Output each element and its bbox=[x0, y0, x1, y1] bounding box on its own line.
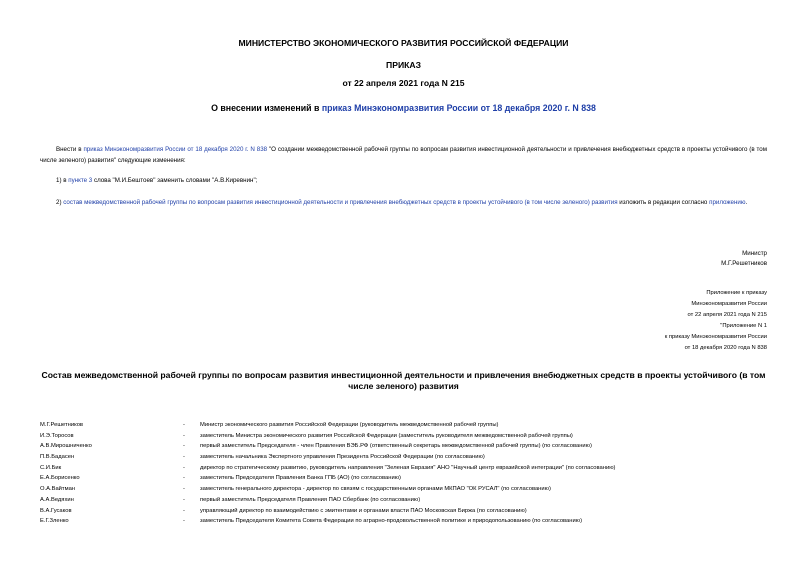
member-dash: - bbox=[183, 464, 185, 471]
member-name: В.А.Гусаков bbox=[40, 507, 72, 514]
item2-prefix: 2) bbox=[56, 199, 64, 206]
member-name: А.А.Ведяхин bbox=[40, 496, 74, 503]
member-row bbox=[40, 484, 767, 495]
ministry-heading: МИНИСТЕРСТВО ЭКОНОМИЧЕСКОГО РАЗВИТИЯ РОССИЙСКОЙ ФЕДЕРАЦИИ bbox=[238, 38, 569, 48]
member-dash: - bbox=[183, 507, 185, 514]
item2-mid: изложить в редакции согласно bbox=[617, 199, 710, 206]
order-title-prefix: О внесении изменений в bbox=[211, 103, 322, 113]
member-row bbox=[40, 506, 767, 517]
appendix-line: Минэкономразвития России bbox=[691, 301, 767, 307]
member-name: П.В.Бадасен bbox=[40, 454, 75, 461]
member-role: первый заместитель Председателя Правления ПАО Сбербанк (по согласованию) bbox=[200, 496, 421, 503]
member-role: директор по стратегическому развитию, руководитель направления "Зеленая Евразия" АНО "Научный центр евразийской интеграции" (по согласованию) bbox=[200, 464, 616, 471]
appendix-line: "Приложение N 1 bbox=[720, 323, 767, 329]
paragraph-item-1 bbox=[40, 175, 767, 186]
member-row bbox=[40, 495, 767, 506]
member-role: заместитель генерального директора - директор по связям с государственными органами МКПАО "ОК РУСАЛ" (по согласованию) bbox=[200, 486, 551, 493]
member-name: Е.А.Борисенко bbox=[40, 475, 80, 482]
signature-name: М.Г.Решетников bbox=[721, 260, 767, 267]
member-row bbox=[40, 452, 767, 463]
member-row bbox=[40, 516, 767, 527]
member-dash: - bbox=[183, 475, 185, 482]
member-role: заместитель Председателя Правления Банка ГПБ (АО) (по согласованию) bbox=[200, 475, 401, 482]
appendix-line: Приложение к приказу bbox=[706, 290, 767, 296]
member-name: М.Г.Решетников bbox=[40, 422, 83, 428]
member-dash: - bbox=[183, 496, 185, 503]
member-dash: - bbox=[183, 518, 185, 525]
order-heading: ПРИКАЗ bbox=[386, 60, 421, 70]
member-name: О.А.Вайтман bbox=[40, 486, 75, 493]
paragraph-item-2 bbox=[40, 197, 767, 208]
item2-composition-link[interactable]: состав межведомственной рабочей группы по вопросам развития инвестиционной деятельности и привлечения внебюджетных средств в проекты устойчивого (в том числе зеленого) развития bbox=[63, 199, 618, 206]
member-row bbox=[40, 473, 767, 484]
member-role: заместитель начальника Экспертного управления Президента Российской Федерации (по согласованию) bbox=[200, 454, 485, 461]
member-row bbox=[40, 420, 767, 431]
item2-suffix: . bbox=[745, 199, 748, 206]
composition-title: Состав межведомственной рабочей группы по вопросам развития инвестиционной деятельности и привлечения внебюджетных средств в проекты устойчивого (в том числе зеленого) развития bbox=[41, 370, 766, 391]
member-dash: - bbox=[183, 432, 185, 439]
member-name: А.В.Мирошниченко bbox=[40, 443, 92, 450]
member-role: заместитель Председателя Комитета Совета Федерации по аграрно-продовольственной политике и природопользованию (по согласованию) bbox=[200, 518, 582, 525]
member-row bbox=[40, 463, 767, 474]
member-role: первый заместитель Председателя - член Правления ВЭБ.РФ (ответственный секретарь межведомственной рабочей группы) (по согласованию) bbox=[200, 443, 592, 450]
member-row bbox=[40, 441, 767, 452]
member-row bbox=[40, 431, 767, 442]
order-title-link[interactable]: приказ Минэкономразвития России от 18 декабря 2020 г. N 838 bbox=[321, 103, 596, 113]
intro-mid: "О создании межведомственной рабочей группы по вопросам развития инвестиционной деятельности и привлечения внебюджетных средств в проекты устойчивого (в том числе зеленого) развития" bbox=[40, 146, 767, 164]
member-dash: - bbox=[183, 454, 185, 461]
member-dash: - bbox=[183, 443, 185, 450]
member-role: заместитель Министра экономического развития Российской Федерации (заместитель руководителя межведомственной рабочей группы) bbox=[200, 432, 573, 439]
intro-order-link[interactable]: приказ Минэкономразвития России от 18 декабря 2020 г. N 838 bbox=[83, 146, 268, 153]
signature-title: Министр bbox=[742, 250, 767, 257]
item2-appendix-link[interactable]: приложению bbox=[709, 199, 746, 206]
item1-suffix: слова "М.И.Бештоев" заменить словами "А.В.Киревнин"; bbox=[92, 177, 258, 184]
appendix-line: от 22 апреля 2021 года N 215 bbox=[687, 312, 767, 318]
appendix-line: от 18 декабря 2020 года N 838 bbox=[684, 345, 767, 351]
member-dash: - bbox=[183, 422, 185, 428]
appendix-line: к приказу Минэкономразвития России bbox=[664, 334, 767, 340]
item1-prefix: 1) в bbox=[56, 177, 69, 184]
member-name: С.И.Бик bbox=[40, 464, 62, 471]
member-name: И.Э.Торосов bbox=[40, 432, 74, 439]
members-list bbox=[40, 420, 767, 527]
member-role: управляющий директор по взаимодействию с эмитентами и органами власти ПАО Московская Биржа (по согласованию) bbox=[200, 507, 527, 514]
member-name: Е.Г.Зленко bbox=[40, 518, 69, 525]
intro-prefix: Внести в bbox=[56, 146, 84, 153]
member-role: Министр экономического развития Российской Федерации (руководитель межведомственной рабочей группы) bbox=[200, 422, 499, 428]
order-title bbox=[0, 103, 807, 114]
member-dash: - bbox=[183, 486, 185, 493]
appendix-block bbox=[547, 288, 767, 354]
paragraph-intro bbox=[40, 144, 767, 166]
item1-clause-link[interactable]: пункте 3 bbox=[68, 177, 93, 184]
order-date: от 22 апреля 2021 года N 215 bbox=[342, 78, 465, 88]
intro-suffix: следующие изменения: bbox=[116, 157, 186, 164]
